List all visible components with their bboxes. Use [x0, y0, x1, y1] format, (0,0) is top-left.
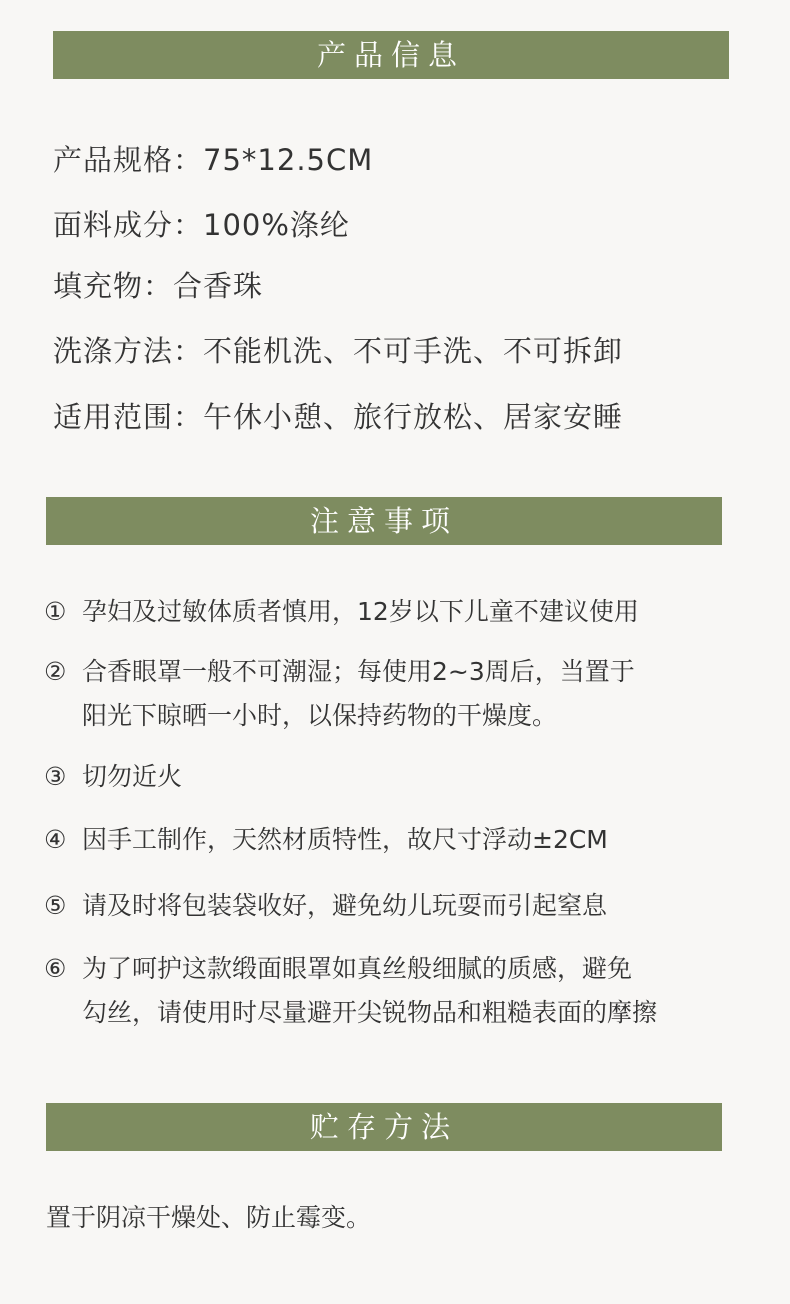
spec-value: 75*12.5CM — [203, 143, 374, 177]
note-number: ③ — [44, 762, 67, 791]
note-text: 因手工制作，天然材质特性，故尺寸浮动±2CM — [82, 825, 608, 854]
note-text: 请及时将包装袋收好，避免幼儿玩耍而引起窒息 — [82, 891, 608, 920]
spec-value: 100%涤纶 — [203, 208, 350, 242]
spec-label: 产品规格： — [53, 143, 204, 177]
spec-label: 填充物： — [53, 269, 174, 303]
spec-value: 合香珠 — [173, 269, 264, 303]
spec-row-size — [53, 142, 373, 178]
note-text-continued: 勾丝，请使用时尽量避开尖锐物品和粗糙表面的摩擦 — [82, 998, 658, 1027]
storage-text: 置于阴凉干燥处、防止霉变。 — [46, 1203, 372, 1232]
spec-label: 面料成分： — [53, 208, 204, 242]
note-number: ② — [44, 657, 67, 686]
spec-value: 不能机洗、不可手洗、不可拆卸 — [203, 334, 624, 368]
note-item — [44, 590, 639, 634]
section-header-storage: 贮存方法 — [46, 1103, 722, 1151]
spec-row-filling — [53, 268, 263, 304]
note-item — [44, 947, 657, 1035]
note-number: ④ — [44, 825, 67, 854]
note-number: ⑤ — [44, 891, 67, 920]
note-number: ① — [44, 597, 67, 626]
note-item — [44, 818, 608, 862]
note-number: ⑥ — [44, 954, 67, 983]
note-text: 合香眼罩一般不可潮湿；每使用2~3周后，当置于 — [82, 657, 635, 686]
note-item — [44, 884, 607, 928]
spec-value: 午休小憩、旅行放松、居家安睡 — [203, 400, 624, 434]
note-item — [44, 650, 635, 738]
spec-row-usage — [53, 399, 623, 435]
note-text-continued: 阳光下晾晒一小时，以保持药物的干燥度。 — [82, 701, 558, 730]
note-item — [44, 755, 182, 799]
note-text: 孕妇及过敏体质者慎用，12岁以下儿童不建议使用 — [82, 597, 639, 626]
spec-row-fabric — [53, 207, 350, 243]
section-header-notes: 注意事项 — [46, 497, 722, 545]
spec-label: 洗涤方法： — [53, 334, 204, 368]
spec-row-washing — [53, 333, 623, 369]
note-text: 为了呵护这款缎面眼罩如真丝般细腻的质感，避免 — [82, 954, 633, 983]
section-header-product-info: 产品信息 — [53, 31, 729, 79]
spec-label: 适用范围： — [53, 400, 204, 434]
note-text: 切勿近火 — [82, 762, 183, 791]
